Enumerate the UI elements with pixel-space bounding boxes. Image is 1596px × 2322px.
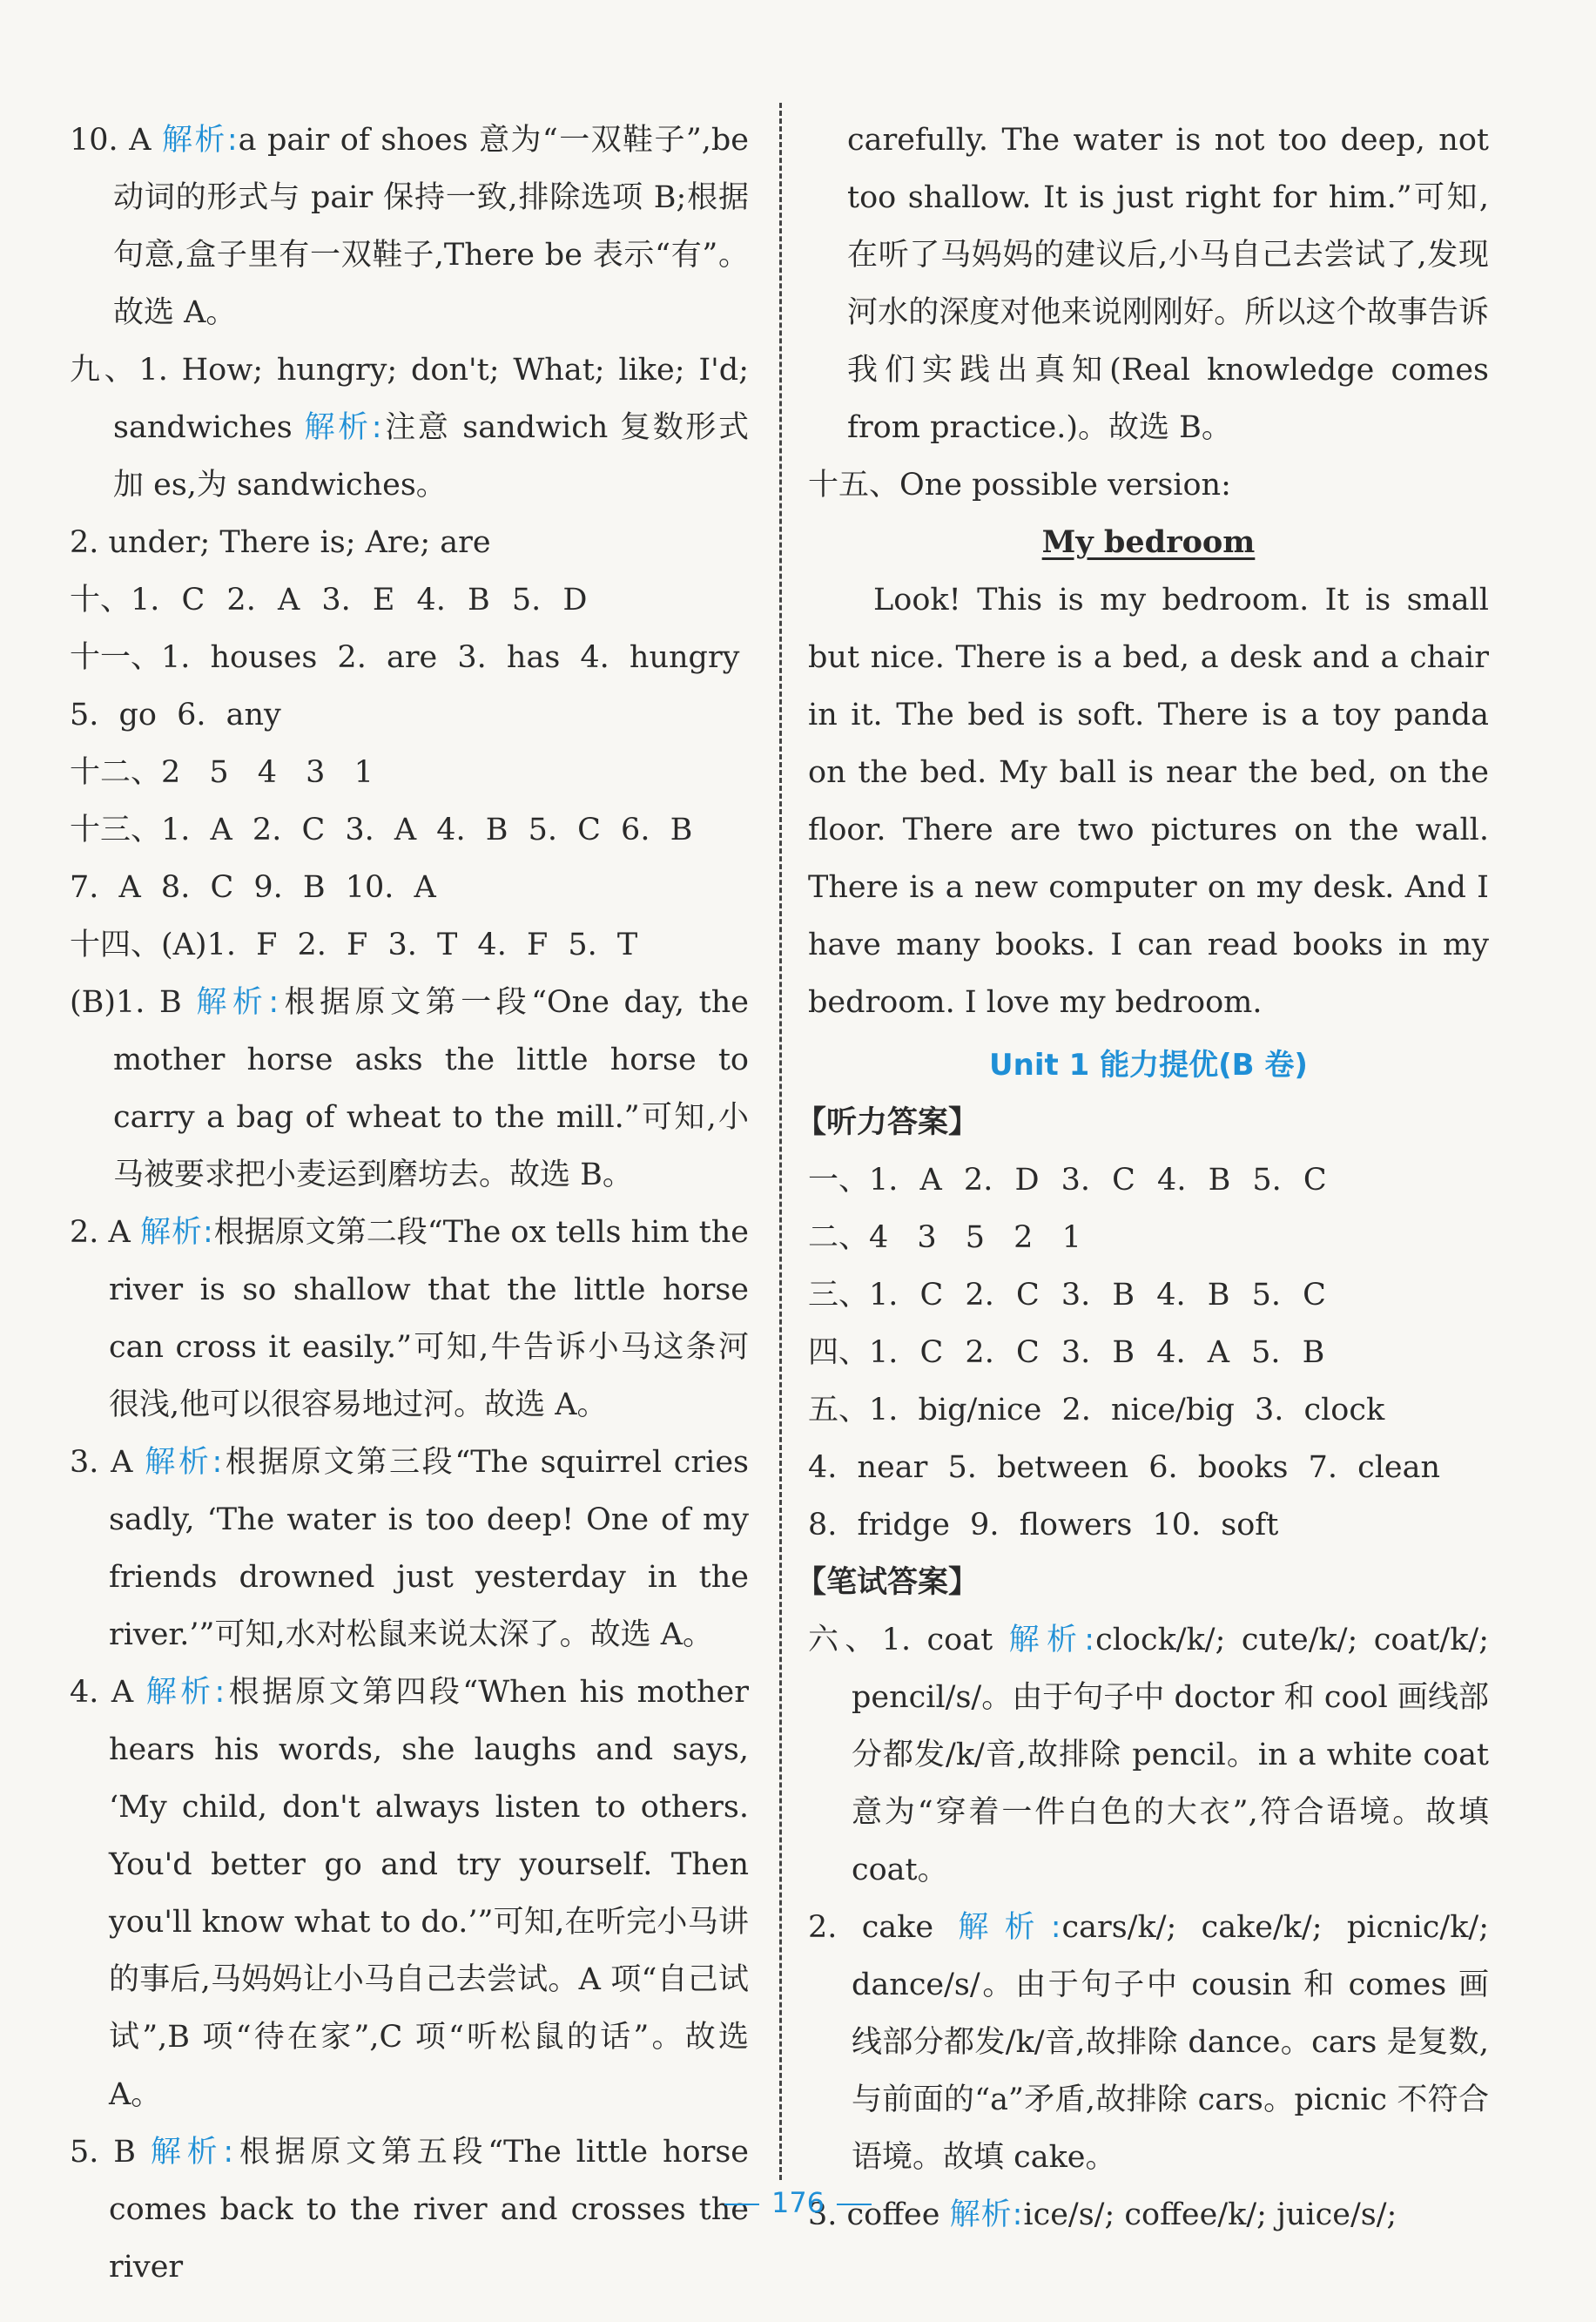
jiexi-label: 解析: [150, 2135, 235, 2170]
answer-four: 四、1. C 2. C 3. B 4. A 5. B [808, 1335, 1325, 1370]
footer-dash-right [837, 2204, 872, 2205]
answer-six-2: 2. cake 解析:cars/k/; cake/k/; picnic/k/; dance/s/。由于句子中 cousin 和 comes 画线部分都发/k/音,故排除 dance。cars 是复数,与前面的“a”矛盾,故排除 cars。picnic 不符合语境。故填 cake。 [808, 1910, 1489, 2175]
written-heading: 【笔试答案】 [796, 1564, 980, 1600]
answer-q10: 10. A 解析:a pair of shoes 意为“一双鞋子”,be 动词的形式与 pair 保持一致,排除选项 B;根据句意,盒子里有一双鞋子,There be 表示“有”。故选 A。 [70, 123, 749, 330]
left-column [70, 111, 749, 2296]
answer-eleven-1: 十一、1. houses 2. are 3. has 4. hungry [70, 640, 740, 675]
answer-ten: 十、1. C 2. A 3. E 4. B 5. D [70, 583, 588, 618]
answer-fourteen-b4: 4. A 解析:根据原文第四段“When his mother hears his words, she laughs and says, ‘My child, don't always listen to others. You'd better go and try yourself. Then you'll know what to do.’”可知,在听完小马讲的事后,马妈妈让小马自己去尝试。A 项“自己试试”,B 项“待在家”,C 项“听松鼠的话”。故选 A。 [70, 1675, 749, 2112]
answer-fourteen-b5: 5. B 解析:根据原文第五段“The little horse comes back to the river and crosses the river [70, 2135, 749, 2285]
jiexi-label: 解析: [949, 2197, 1024, 2232]
column-divider [779, 103, 782, 2180]
page-number: 176 [771, 2186, 825, 2219]
answer-fourteen-b2: 2. A 解析:根据原文第二段“The ox tells him the river is so shallow that the little horse can cross it easily.”可知,牛告诉小马这条河很浅,他可以很容易地过河。故选 A。 [70, 1215, 749, 1422]
answer-two: 二、4 3 5 2 1 [808, 1220, 1081, 1255]
essay-body: Look! This is my bedroom. It is small but nice. There is a bed, a desk and a chair in it. The bed is soft. There is a toy panda on the bed. My ball is near the bed, on the floor. There are two pictures on the wall. There is a new computer on my desk. And I have many books. I can read books in my bedroom. I love my bedroom. [808, 583, 1489, 1020]
listening-heading: 【听力答案】 [796, 1104, 980, 1140]
answer-fourteen-b3: 3. A 解析:根据原文第三段“The squirrel cries sadly, ‘The water is too deep! One of my friends drowned just yesterday in the river.’”可知,水对松鼠来说太深了。故选 A。 [70, 1445, 749, 1652]
answer-fourteen-a: 十四、(A)1. F 2. F 3. T 4. F 5. T [70, 928, 638, 962]
answer-five-3: 8. fridge 9. flowers 10. soft [808, 1508, 1279, 1542]
unit-title: Unit 1 能力提优(B 卷) [989, 1048, 1308, 1083]
jiexi-label: 解析: [196, 985, 280, 1020]
answer-nine-1: 九、1. How; hungry; don't; What; like; I'd; sandwiches 解析:注意 sandwich 复数形式加 es,为 sandwiches。 [70, 353, 750, 503]
answer-fourteen-b5-continued: carefully. The water is not too deep, not too shallow. It is just right for him.”可知,在听了马妈妈的建议后,小马自己去尝试了,发现河水的深度对他来说刚刚好。所以这个故事告诉我们实践出真知(Real knowledge comes from practice.)。故选 B。 [847, 123, 1489, 445]
answer-five-2: 4. near 5. between 6. books 7. clean [808, 1450, 1441, 1485]
answer-six-1: 六、1. coat 解析:clock/k/; cute/k/; coat/k/; pencil/s/。由于句子中 doctor 和 cool 画线部分都发/k/音,故排除 pencil。in a white coat 意为“穿着一件白色的大衣”,符合语境。故填 coat。 [808, 1623, 1489, 1887]
answer-three: 三、1. C 2. C 3. B 4. B 5. C [808, 1278, 1326, 1313]
page-footer [0, 2186, 1596, 2219]
essay-title: My bedroom [1041, 524, 1256, 560]
answer-twelve: 十二、2 5 4 3 1 [70, 755, 374, 790]
answer-five-1: 五、1. big/nice 2. nice/big 3. clock [808, 1393, 1385, 1428]
jiexi-label: 解析: [1008, 1623, 1096, 1657]
answer-thirteen-1: 十三、1. A 2. C 3. A 4. B 5. C 6. B [70, 813, 693, 847]
jiexi-label: 解析: [162, 123, 239, 158]
answer-thirteen-2: 7. A 8. C 9. B 10. A [70, 870, 436, 905]
jiexi-label: 解析: [958, 1910, 1062, 1945]
jiexi-label: 解析: [304, 410, 383, 445]
answer-fourteen-b1: (B)1. B 解析:根据原文第一段“One day, the mother horse asks the little horse to carry a bag of wheat to the mill.”可知,小马被要求把小麦运到磨坊去。故选 B。 [70, 985, 749, 1192]
answer-nine-2: 2. under; There is; Are; are [70, 525, 491, 560]
jiexi-label: 解析: [145, 1445, 224, 1480]
jiexi-label: 解析: [139, 1215, 214, 1250]
answer-eleven-2: 5. go 6. any [70, 698, 281, 732]
answer-one: 一、1. A 2. D 3. C 4. B 5. C [808, 1163, 1327, 1198]
footer-dash-left [724, 2204, 759, 2205]
answer-fifteen: 十五、One possible version: [808, 468, 1231, 503]
jiexi-label: 解析: [145, 1675, 226, 1710]
answer-six-3: 3. coffee 解析:ice/s/; coffee/k/; juice/s/; [808, 2197, 1397, 2232]
